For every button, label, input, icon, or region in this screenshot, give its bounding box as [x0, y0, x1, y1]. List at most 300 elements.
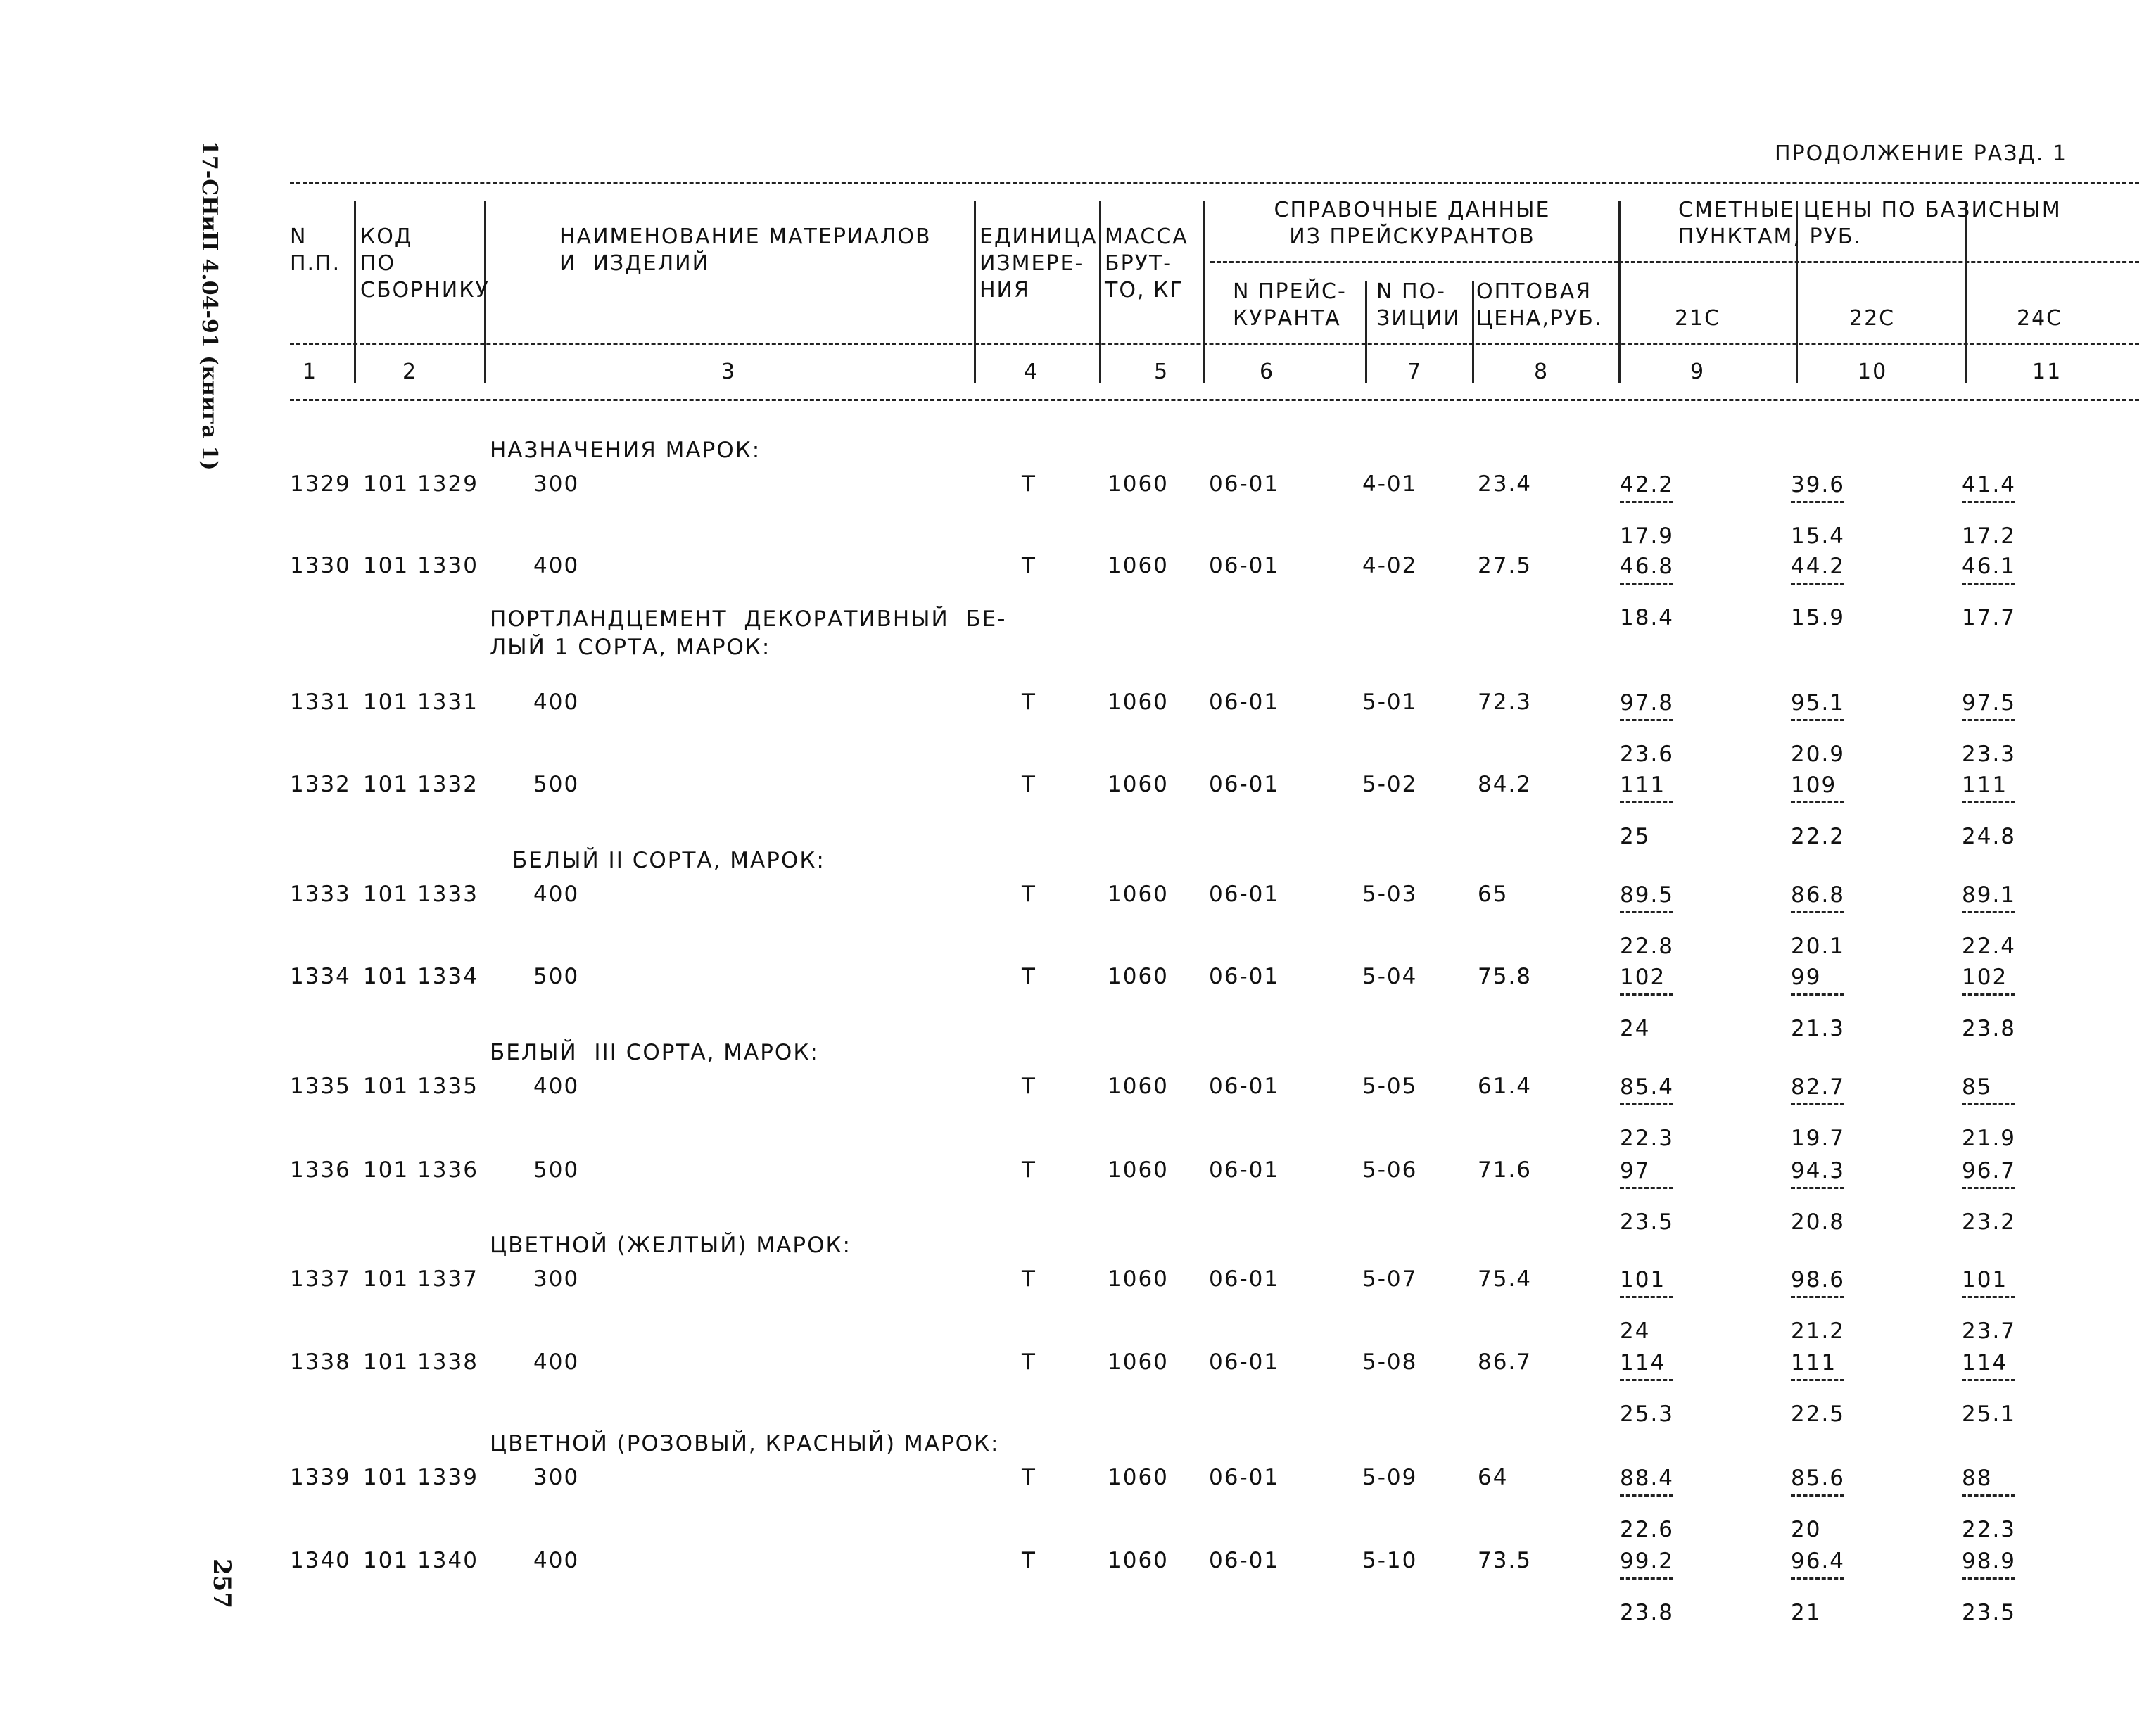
- row-estimated-price: [1962, 882, 2016, 960]
- fraction-bar: [1620, 501, 1673, 503]
- price-wage-part: 22.5: [1791, 1402, 1846, 1427]
- row-mass: 1060: [1108, 553, 1169, 578]
- price-total: 114: [1620, 1350, 1666, 1376]
- price-total: 111: [1962, 773, 2008, 798]
- fraction-bar: [1620, 1494, 1673, 1497]
- header-column-number: 1: [303, 360, 318, 384]
- row-estimated-price: [1962, 690, 2016, 768]
- price-wage-part: 22.8: [1620, 934, 1675, 959]
- row-code: 101 1337: [363, 1266, 478, 1292]
- row-estimated-price: [1962, 1349, 2016, 1428]
- row-wholesale-price: 84.2: [1478, 772, 1533, 797]
- fraction-bar: [1962, 719, 2015, 721]
- price-total: 99.2: [1620, 1549, 1675, 1574]
- fraction-bar: [1962, 801, 2015, 803]
- header-column-number: 9: [1690, 360, 1706, 384]
- row-number: 1336: [290, 1157, 351, 1183]
- header-unit: НИЯ: [979, 278, 1030, 303]
- header-wholesale-price: ЦЕНА,РУБ.: [1476, 306, 1603, 331]
- fraction-bar: [1791, 1577, 1844, 1580]
- fraction-bar: [1791, 719, 1844, 721]
- header-column-divider: [1618, 201, 1621, 383]
- price-wage-part: 22.2: [1791, 824, 1846, 849]
- row-mass: 1060: [1108, 471, 1169, 497]
- price-total: 46.1: [1962, 554, 2017, 579]
- row-unit: Т: [1022, 553, 1036, 578]
- row-estimated-price: [1620, 471, 1674, 549]
- price-total: 96.7: [1962, 1158, 2017, 1183]
- ref-sub-rule: [1210, 261, 1618, 263]
- row-position: 5-03: [1362, 882, 1418, 907]
- fraction-bar: [1791, 911, 1844, 913]
- row-position: 4-02: [1362, 553, 1418, 578]
- price-wage-part: 25: [1620, 824, 1651, 849]
- header-code: СБОРНИКУ: [360, 278, 490, 303]
- row-position: 5-08: [1362, 1349, 1418, 1375]
- price-wage-part: 20.9: [1791, 742, 1846, 767]
- header-column-number: 8: [1534, 360, 1549, 384]
- row-estimated-price: [1791, 882, 1845, 960]
- row-estimated-price: [1791, 772, 1845, 850]
- fraction-bar: [1962, 993, 2015, 996]
- row-wholesale-price: 65: [1478, 882, 1509, 907]
- price-wage-part: 20.8: [1791, 1209, 1846, 1235]
- row-estimated-price: [1620, 772, 1673, 850]
- price-total: 98.6: [1791, 1267, 1846, 1292]
- continuation-label: ПРОДОЛЖЕНИЕ РАЗД. 1: [1775, 141, 2068, 166]
- row-number: 1338: [290, 1349, 351, 1375]
- row-price-list: 06-01: [1209, 1266, 1280, 1292]
- row-code: 101 1335: [363, 1074, 478, 1099]
- price-total: 97.5: [1962, 690, 2017, 716]
- row-name: 400: [533, 553, 580, 578]
- price-total: 82.7: [1791, 1074, 1846, 1100]
- row-price-list: 06-01: [1209, 964, 1280, 989]
- row-price-list: 06-01: [1209, 1349, 1280, 1375]
- header-point-22c: 22С: [1849, 306, 1896, 331]
- fraction-bar: [1791, 1379, 1844, 1381]
- row-estimated-price: [1620, 1548, 1674, 1626]
- row-number: 1329: [290, 471, 351, 497]
- price-wage-part: 20: [1791, 1517, 1822, 1542]
- price-wage-part: 21.2: [1791, 1319, 1846, 1344]
- row-mass: 1060: [1108, 690, 1169, 715]
- group-title: ЦВЕТНОЙ (РОЗОВЫЙ, КРАСНЫЙ) МАРОК:: [490, 1431, 1000, 1456]
- row-code: 101 1329: [363, 471, 478, 497]
- row-unit: Т: [1022, 882, 1036, 907]
- price-total: 88.4: [1620, 1466, 1675, 1491]
- header-reference-data: СПРАВОЧНЫЕ ДАННЫЕ: [1274, 198, 1551, 222]
- page-number: 257: [208, 1558, 236, 1608]
- row-mass: 1060: [1108, 772, 1169, 797]
- header-code: КОД: [360, 224, 413, 249]
- row-unit: Т: [1022, 772, 1036, 797]
- price-wage-part: 22.4: [1962, 934, 2017, 959]
- row-code: 101 1334: [363, 964, 478, 989]
- row-wholesale-price: 27.5: [1478, 553, 1533, 578]
- row-name: 400: [533, 1074, 580, 1099]
- header-column-number: 2: [402, 360, 418, 384]
- price-total: 102: [1962, 965, 2008, 990]
- header-column-number: 4: [1024, 360, 1039, 384]
- row-estimated-price: [1791, 1548, 1845, 1626]
- row-estimated-price: [1791, 1074, 1845, 1152]
- row-code: 101 1331: [363, 690, 478, 715]
- row-name: 400: [533, 690, 580, 715]
- row-code: 101 1336: [363, 1157, 478, 1183]
- row-estimated-price: [1791, 1465, 1845, 1543]
- row-estimated-price: [1620, 1465, 1674, 1543]
- row-name: 300: [533, 1266, 580, 1292]
- row-position: 4-01: [1362, 471, 1418, 497]
- row-estimated-price: [1791, 964, 1845, 1042]
- row-mass: 1060: [1108, 1157, 1169, 1183]
- row-mass: 1060: [1108, 1074, 1169, 1099]
- row-estimated-price: [1620, 964, 1673, 1042]
- price-wage-part: 18.4: [1620, 605, 1675, 630]
- row-position: 5-04: [1362, 964, 1418, 989]
- fraction-bar: [1791, 583, 1844, 585]
- row-estimated-price: [1620, 1074, 1674, 1152]
- row-unit: Т: [1022, 690, 1036, 715]
- price-total: 85.4: [1620, 1074, 1675, 1100]
- price-total: 94.3: [1791, 1158, 1846, 1183]
- price-wage-part: 17.7: [1962, 605, 2017, 630]
- row-unit: Т: [1022, 1548, 1036, 1573]
- fraction-bar: [1962, 1296, 2015, 1298]
- fraction-bar: [1620, 1296, 1673, 1298]
- row-mass: 1060: [1108, 1465, 1169, 1490]
- header-reference-data: ИЗ ПРЕЙСКУРАНТОВ: [1289, 224, 1535, 249]
- row-position: 5-01: [1362, 690, 1418, 715]
- row-price-list: 06-01: [1209, 1157, 1280, 1183]
- row-code: 101 1338: [363, 1349, 478, 1375]
- row-estimated-price: [1620, 553, 1674, 631]
- price-wage-part: 22.6: [1620, 1517, 1675, 1542]
- row-wholesale-price: 75.4: [1478, 1266, 1533, 1292]
- row-unit: Т: [1022, 1465, 1036, 1490]
- row-wholesale-price: 71.6: [1478, 1157, 1533, 1183]
- row-position: 5-09: [1362, 1465, 1418, 1490]
- row-number: 1332: [290, 772, 351, 797]
- side-document-title: 17-СНиП 4.04-91 (книга 1): [197, 141, 222, 471]
- fraction-bar: [1962, 583, 2015, 585]
- header-column-divider: [354, 201, 356, 383]
- row-number: 1339: [290, 1465, 351, 1490]
- row-estimated-price: [1620, 1349, 1674, 1428]
- row-estimated-price: [1962, 1074, 2016, 1152]
- fraction-bar: [1962, 1494, 2015, 1497]
- price-total: 97: [1620, 1158, 1651, 1183]
- header-column-number: 5: [1154, 360, 1169, 384]
- row-number: 1333: [290, 882, 351, 907]
- row-code: 101 1330: [363, 553, 478, 578]
- price-total: 85.6: [1791, 1466, 1846, 1491]
- price-wage-part: 19.7: [1791, 1126, 1846, 1151]
- header-n: П.П.: [290, 251, 341, 276]
- header-mid-rule: [290, 343, 2139, 345]
- row-price-list: 06-01: [1209, 553, 1280, 578]
- row-estimated-price: [1791, 553, 1845, 631]
- price-wage-part: 23.6: [1620, 742, 1675, 767]
- price-total: 86.8: [1791, 882, 1846, 908]
- header-unit: ЕДИНИЦА: [979, 224, 1098, 249]
- row-estimated-price: [1962, 1465, 2016, 1543]
- price-wage-part: 15.9: [1791, 605, 1846, 630]
- row-number: 1334: [290, 964, 351, 989]
- price-wage-part: 24.8: [1962, 824, 2017, 849]
- row-name: 400: [533, 882, 580, 907]
- fraction-bar: [1791, 993, 1844, 996]
- price-wage-part: 17.2: [1962, 523, 2017, 549]
- price-total: 41.4: [1962, 472, 2017, 497]
- row-number: 1335: [290, 1074, 351, 1099]
- header-column-number: 10: [1858, 360, 1888, 384]
- row-estimated-price: [1791, 1157, 1845, 1235]
- row-price-list: 06-01: [1209, 690, 1280, 715]
- row-estimated-price: [1620, 1157, 1674, 1235]
- header-price-list-no: N ПРЕЙС-: [1233, 279, 1347, 304]
- row-wholesale-price: 64: [1478, 1465, 1509, 1490]
- row-unit: Т: [1022, 1349, 1036, 1375]
- row-name: 400: [533, 1349, 580, 1375]
- row-position: 5-06: [1362, 1157, 1418, 1183]
- fraction-bar: [1962, 911, 2015, 913]
- row-estimated-price: [1962, 1157, 2016, 1235]
- fraction-bar: [1620, 1577, 1673, 1580]
- row-unit: Т: [1022, 1074, 1036, 1099]
- row-estimated-price: [1791, 690, 1845, 768]
- header-column-divider: [1965, 201, 1967, 383]
- price-wage-part: 23.2: [1962, 1209, 2017, 1235]
- header-column-number: 6: [1260, 360, 1275, 384]
- fraction-bar: [1962, 1577, 2015, 1580]
- fraction-bar: [1620, 993, 1673, 996]
- row-price-list: 06-01: [1209, 471, 1280, 497]
- price-wage-part: 23.5: [1962, 1600, 2017, 1625]
- row-unit: Т: [1022, 471, 1036, 497]
- fraction-bar: [1620, 719, 1673, 721]
- header-point-21c: 21С: [1675, 306, 1721, 331]
- price-total: 46.8: [1620, 554, 1675, 579]
- row-wholesale-price: 23.4: [1478, 471, 1533, 497]
- price-total: 89.1: [1962, 882, 2017, 908]
- price-total: 111: [1620, 773, 1666, 798]
- row-name: 500: [533, 1157, 580, 1183]
- fraction-bar: [1962, 1103, 2015, 1105]
- header-column-number: 3: [721, 360, 737, 384]
- row-estimated-price: [1620, 690, 1674, 768]
- price-total: 101: [1620, 1267, 1666, 1292]
- fraction-bar: [1791, 1296, 1844, 1298]
- price-total: 95.1: [1791, 690, 1846, 716]
- price-total: 99: [1791, 965, 1822, 990]
- row-wholesale-price: 75.8: [1478, 964, 1533, 989]
- est-sub-rule: [1618, 261, 2139, 263]
- row-estimated-price: [1962, 471, 2016, 549]
- price-total: 97.8: [1620, 690, 1675, 716]
- row-price-list: 06-01: [1209, 772, 1280, 797]
- row-price-list: 06-01: [1209, 1074, 1280, 1099]
- row-price-list: 06-01: [1209, 1465, 1280, 1490]
- header-n: N: [290, 224, 307, 249]
- row-estimated-price: [1791, 1266, 1845, 1345]
- row-estimated-price: [1962, 1548, 2016, 1626]
- group-title: ЛЫЙ 1 СОРТА, МАРОК:: [490, 635, 771, 660]
- fraction-bar: [1620, 1103, 1673, 1105]
- row-estimated-price: [1620, 1266, 1673, 1345]
- fraction-bar: [1620, 911, 1673, 913]
- row-estimated-price: [1620, 882, 1674, 960]
- fraction-bar: [1791, 1103, 1844, 1105]
- row-unit: Т: [1022, 1157, 1036, 1183]
- price-total: 101: [1962, 1267, 2008, 1292]
- header-mass: ТО, КГ: [1105, 278, 1184, 303]
- row-name: 400: [533, 1548, 580, 1573]
- fraction-bar: [1962, 501, 2015, 503]
- price-wage-part: 25.1: [1962, 1402, 2017, 1427]
- fraction-bar: [1620, 583, 1673, 585]
- group-title: ПОРТЛАНДЦЕМЕНТ ДЕКОРАТИВНЫЙ БЕ-: [490, 606, 1007, 632]
- fraction-bar: [1791, 1187, 1844, 1189]
- price-total: 102: [1620, 965, 1666, 990]
- header-point-24c: 24С: [2017, 306, 2063, 331]
- row-price-list: 06-01: [1209, 1548, 1280, 1573]
- header-top-rule: [290, 182, 2139, 184]
- row-estimated-price: [1962, 1266, 2016, 1345]
- header-estimated-prices: ПУНКТАМ, РУБ.: [1678, 224, 1862, 249]
- price-wage-part: 21.3: [1791, 1016, 1846, 1041]
- row-name: 300: [533, 1465, 580, 1490]
- row-position: 5-10: [1362, 1548, 1418, 1573]
- price-wage-part: 20.1: [1791, 934, 1846, 959]
- header-column-number: 7: [1407, 360, 1423, 384]
- price-total: 96.4: [1791, 1549, 1846, 1574]
- header-column-divider: [1472, 281, 1474, 383]
- fraction-bar: [1791, 501, 1844, 503]
- price-wage-part: 24: [1620, 1319, 1651, 1344]
- header-column-divider: [1099, 201, 1101, 383]
- row-wholesale-price: 73.5: [1478, 1548, 1533, 1573]
- price-total: 114: [1962, 1350, 2008, 1376]
- price-wage-part: 21.9: [1962, 1126, 2017, 1151]
- group-title: ЦВЕТНОЙ (ЖЕЛТЫЙ) МАРОК:: [490, 1233, 851, 1258]
- header-column-divider: [1203, 201, 1205, 383]
- row-name: 300: [533, 471, 580, 497]
- row-unit: Т: [1022, 1266, 1036, 1292]
- header-mass: МАССА: [1105, 224, 1188, 249]
- header-wholesale-price: ОПТОВАЯ: [1476, 279, 1592, 304]
- row-estimated-price: [1791, 471, 1845, 549]
- price-total: 39.6: [1791, 472, 1846, 497]
- price-total: 88: [1962, 1466, 1993, 1491]
- price-wage-part: 25.3: [1620, 1402, 1675, 1427]
- row-code: 101 1332: [363, 772, 478, 797]
- row-estimated-price: [1962, 772, 2016, 850]
- row-mass: 1060: [1108, 964, 1169, 989]
- row-code: 101 1339: [363, 1465, 478, 1490]
- header-mass: БРУТ-: [1105, 251, 1173, 276]
- price-total: 42.2: [1620, 472, 1675, 497]
- price-total: 111: [1791, 1350, 1837, 1376]
- row-position: 5-07: [1362, 1266, 1418, 1292]
- row-estimated-price: [1962, 964, 2016, 1042]
- header-bottom-rule: [290, 399, 2139, 401]
- row-number: 1337: [290, 1266, 351, 1292]
- row-name: 500: [533, 964, 580, 989]
- row-mass: 1060: [1108, 1349, 1169, 1375]
- price-wage-part: 24: [1620, 1016, 1651, 1041]
- price-total: 109: [1791, 773, 1837, 798]
- fraction-bar: [1620, 801, 1673, 803]
- price-wage-part: 23.3: [1962, 742, 2017, 767]
- header-unit: ИЗМЕРЕ-: [979, 251, 1084, 276]
- price-wage-part: 23.5: [1620, 1209, 1675, 1235]
- price-wage-part: 23.7: [1962, 1319, 2017, 1344]
- fraction-bar: [1962, 1379, 2015, 1381]
- row-number: 1330: [290, 553, 351, 578]
- price-wage-part: 22.3: [1620, 1126, 1675, 1151]
- header-estimated-prices: СМЕТНЫЕ ЦЕНЫ ПО БАЗИСНЫМ: [1678, 198, 2062, 222]
- fraction-bar: [1791, 1494, 1844, 1497]
- price-wage-part: 23.8: [1962, 1016, 2017, 1041]
- row-unit: Т: [1022, 964, 1036, 989]
- header-name: И ИЗДЕЛИЙ: [559, 251, 710, 276]
- row-position: 5-02: [1362, 772, 1418, 797]
- row-price-list: 06-01: [1209, 882, 1280, 907]
- price-total: 89.5: [1620, 882, 1675, 908]
- row-code: 101 1333: [363, 882, 478, 907]
- fraction-bar: [1962, 1187, 2015, 1189]
- row-wholesale-price: 61.4: [1478, 1074, 1533, 1099]
- header-position-no: ЗИЦИИ: [1376, 306, 1461, 331]
- row-mass: 1060: [1108, 882, 1169, 907]
- group-title: НАЗНАЧЕНИЯ МАРОК:: [490, 438, 761, 463]
- fraction-bar: [1620, 1379, 1673, 1381]
- row-estimated-price: [1791, 1349, 1845, 1428]
- row-wholesale-price: 72.3: [1478, 690, 1533, 715]
- header-column-divider: [1365, 281, 1367, 383]
- price-total: 98.9: [1962, 1549, 2017, 1574]
- price-wage-part: 23.8: [1620, 1600, 1675, 1625]
- price-wage-part: 17.9: [1620, 523, 1675, 549]
- price-wage-part: 22.3: [1962, 1517, 2017, 1542]
- row-code: 101 1340: [363, 1548, 478, 1573]
- header-name: НАИМЕНОВАНИЕ МАТЕРИАЛОВ: [559, 224, 932, 249]
- header-price-list-no: КУРАНТА: [1233, 306, 1341, 331]
- group-title: БЕЛЫЙ III СОРТА, МАРОК:: [490, 1040, 819, 1065]
- price-wage-part: 15.4: [1791, 523, 1846, 549]
- group-title: БЕЛЫЙ II СОРТА, МАРОК:: [512, 848, 825, 873]
- fraction-bar: [1791, 801, 1844, 803]
- header-code: ПО: [360, 251, 396, 276]
- header-column-divider: [974, 201, 976, 383]
- row-name: 500: [533, 772, 580, 797]
- price-total: 44.2: [1791, 554, 1846, 579]
- fraction-bar: [1620, 1187, 1673, 1189]
- header-column-number: 11: [2032, 360, 2062, 384]
- row-estimated-price: [1962, 553, 2016, 631]
- row-number: 1340: [290, 1548, 351, 1573]
- row-mass: 1060: [1108, 1548, 1169, 1573]
- row-number: 1331: [290, 690, 351, 715]
- row-position: 5-05: [1362, 1074, 1418, 1099]
- row-mass: 1060: [1108, 1266, 1169, 1292]
- price-wage-part: 21: [1791, 1600, 1822, 1625]
- row-wholesale-price: 86.7: [1478, 1349, 1533, 1375]
- price-total: 85: [1962, 1074, 1993, 1100]
- header-position-no: N ПО-: [1376, 279, 1446, 304]
